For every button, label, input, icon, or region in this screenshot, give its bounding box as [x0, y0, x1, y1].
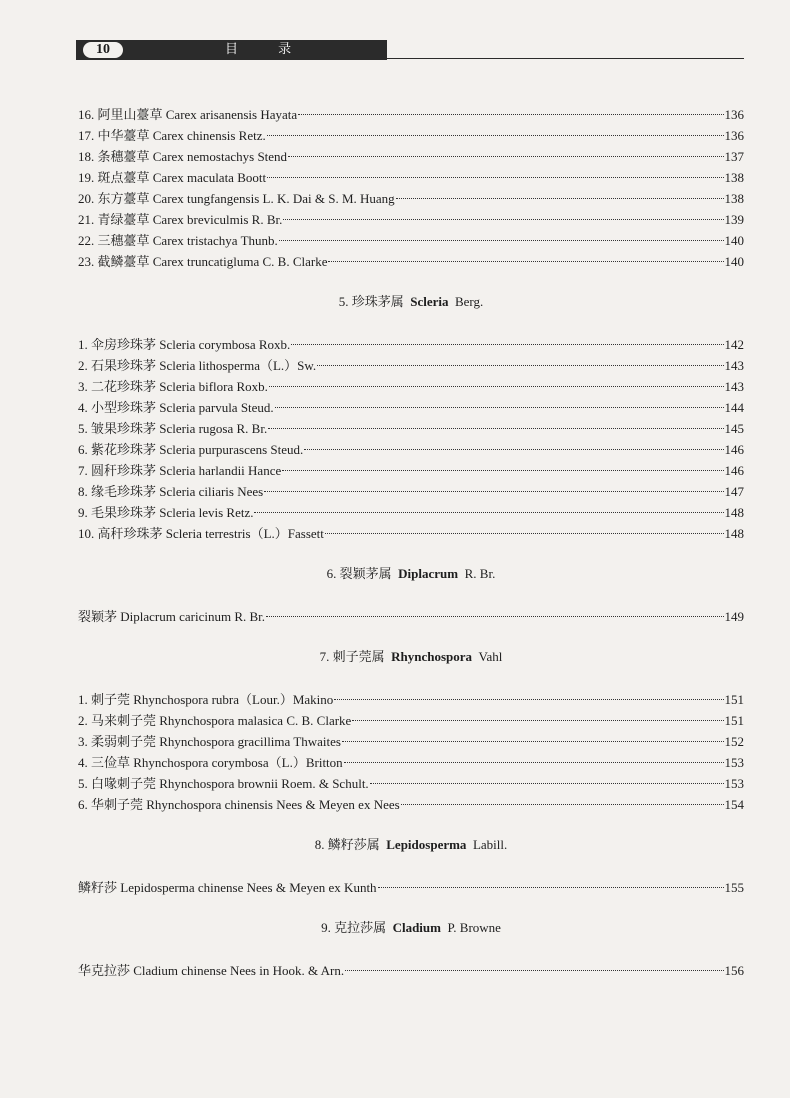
- toc-entry-page: 146: [724, 463, 744, 478]
- toc-entry-name: 4. 小型珍珠茅 Scleria parvula Steud.: [78, 400, 274, 415]
- toc-entry-page: 140: [724, 254, 744, 269]
- toc-entry[interactable]: [78, 334, 744, 355]
- section-heading-chinese: 5. 珍珠茅属: [338, 294, 404, 309]
- dot-leader: [279, 240, 724, 241]
- section-heading-latin: Cladium: [392, 920, 441, 935]
- toc-entry[interactable]: [78, 188, 744, 209]
- toc-entry-name: 1. 刺子莞 Rhynchospora rubra（Lour.）Makino: [78, 692, 334, 707]
- toc-entry[interactable]: [78, 502, 744, 523]
- section-heading-chinese: 6. 裂颖茅属: [326, 566, 392, 581]
- section-heading-author: Berg.: [454, 294, 484, 309]
- toc-entry-page: 155: [724, 880, 744, 895]
- dot-leader: [254, 512, 723, 513]
- toc-entry[interactable]: [78, 355, 744, 376]
- toc-entry-name: 20. 东方薹草 Carex tungfangensis L. K. Dai & S. M. Huang: [78, 191, 395, 206]
- toc-entry[interactable]: [78, 397, 744, 418]
- toc-entry-name: 6. 华刺子莞 Rhynchospora chinensis Nees & Meyen ex Nees: [78, 797, 400, 812]
- toc-entry-page: 136: [724, 107, 744, 122]
- section-heading-author: Vahl: [478, 649, 503, 664]
- toc-entry[interactable]: [78, 877, 744, 898]
- toc-entry-name: 22. 三穗薹草 Carex tristachya Thunb.: [78, 233, 278, 248]
- toc-entry-page: 154: [724, 797, 744, 812]
- toc-entry-name: 3. 柔弱刺子莞 Rhynchospora gracillima Thwaites: [78, 734, 341, 749]
- section-heading: [78, 646, 744, 667]
- section-heading: [78, 834, 744, 855]
- toc-entry-page: 152: [724, 734, 744, 749]
- section-heading-author: Labill.: [472, 837, 508, 852]
- toc-entry-page: 153: [724, 755, 744, 770]
- dot-leader: [396, 198, 724, 199]
- section-heading-latin: Diplacrum: [398, 566, 459, 581]
- table-of-contents: [78, 104, 744, 981]
- toc-entry-page: 143: [724, 358, 744, 373]
- toc-entry-name: 9. 毛果珍珠茅 Scleria levis Retz.: [78, 505, 254, 520]
- dot-leader: [264, 491, 723, 492]
- toc-entry[interactable]: [78, 960, 744, 981]
- toc-section: [78, 815, 744, 898]
- toc-section: [78, 104, 744, 272]
- dot-leader: [345, 970, 723, 971]
- toc-entry-name: 6. 紫花珍珠茅 Scleria purpurascens Steud.: [78, 442, 304, 457]
- toc-entry-name: 2. 马来刺子莞 Rhynchospora malasica C. B. Clarke: [78, 713, 352, 728]
- toc-entry-name: 裂颖茅 Diplacrum caricinum R. Br.: [78, 609, 266, 624]
- toc-entry-name: 1. 伞房珍珠茅 Scleria corymbosa Roxb.: [78, 337, 291, 352]
- toc-entry[interactable]: [78, 710, 744, 731]
- section-heading-latin: Rhynchospora: [391, 649, 473, 664]
- toc-entry[interactable]: [78, 460, 744, 481]
- toc-entry[interactable]: [78, 418, 744, 439]
- toc-entry-page: 139: [724, 212, 744, 227]
- page-header: [76, 40, 744, 60]
- toc-entry-page: 151: [724, 692, 744, 707]
- toc-entry[interactable]: [78, 752, 744, 773]
- toc-entry[interactable]: [78, 689, 744, 710]
- toc-section: [78, 898, 744, 981]
- dot-leader: [267, 135, 724, 136]
- header-title: 目 录: [225, 42, 310, 57]
- toc-entry-name: 鳞籽莎 Lepidosperma chinense Nees & Meyen ex Kunth: [78, 880, 377, 895]
- toc-entry-name: 10. 高秆珍珠茅 Scleria terrestris（L.）Fassett: [78, 526, 324, 541]
- toc-entry-name: 7. 圆秆珍珠茅 Scleria harlandii Hance: [78, 463, 282, 478]
- toc-entry-page: 144: [724, 400, 744, 415]
- toc-section: [78, 544, 744, 627]
- dot-leader: [282, 470, 723, 471]
- section-heading-chinese: 8. 鳞籽莎属: [314, 837, 380, 852]
- dot-leader: [304, 449, 723, 450]
- dot-leader: [370, 783, 724, 784]
- dot-leader: [298, 114, 723, 115]
- section-heading: [78, 291, 744, 312]
- toc-entry-page: 147: [724, 484, 744, 499]
- dot-leader: [352, 720, 723, 721]
- toc-entry-name: 3. 二花珍珠茅 Scleria biflora Roxb.: [78, 379, 268, 394]
- dot-leader: [266, 616, 723, 617]
- toc-entry[interactable]: [78, 481, 744, 502]
- toc-entry-name: 23. 截鳞薹草 Carex truncatigluma C. B. Clarke: [78, 254, 328, 269]
- toc-entry[interactable]: [78, 104, 744, 125]
- toc-entry-name: 5. 白喙刺子莞 Rhynchospora brownii Roem. & Schult.: [78, 776, 369, 791]
- toc-entry-page: 156: [724, 963, 744, 978]
- section-heading-author: R. Br.: [464, 566, 496, 581]
- toc-entry-name: 8. 缘毛珍珠茅 Scleria ciliaris Nees: [78, 484, 264, 499]
- dot-leader: [283, 219, 723, 220]
- toc-entry[interactable]: [78, 439, 744, 460]
- dot-leader: [401, 804, 724, 805]
- toc-entry-page: 136: [724, 128, 744, 143]
- toc-entry-page: 143: [724, 379, 744, 394]
- toc-entry-name: 21. 青绿薹草 Carex breviculmis R. Br.: [78, 212, 283, 227]
- section-heading-latin: Scleria: [410, 294, 449, 309]
- section-heading-chinese: 7. 刺子莞属: [319, 649, 385, 664]
- toc-entry-page: 138: [724, 170, 744, 185]
- toc-entry-page: 140: [724, 233, 744, 248]
- toc-entry[interactable]: [78, 209, 744, 230]
- toc-section: [78, 627, 744, 815]
- toc-entry[interactable]: [78, 773, 744, 794]
- section-heading: [78, 563, 744, 584]
- header-bar: [76, 40, 387, 60]
- dot-leader: [268, 428, 723, 429]
- dot-leader: [275, 407, 724, 408]
- toc-entry[interactable]: [78, 794, 744, 815]
- toc-entry-name: 华克拉莎 Cladium chinense Nees in Hook. & Arn.: [78, 963, 345, 978]
- toc-entry[interactable]: [78, 146, 744, 167]
- toc-entry[interactable]: [78, 731, 744, 752]
- toc-entry-name: 19. 斑点薹草 Carex maculata Boott: [78, 170, 267, 185]
- toc-entry[interactable]: [78, 167, 744, 188]
- toc-entry-name: 5. 皱果珍珠茅 Scleria rugosa R. Br.: [78, 421, 268, 436]
- dot-leader: [378, 887, 724, 888]
- toc-entry-page: 145: [724, 421, 744, 436]
- header-rule: [387, 58, 744, 59]
- dot-leader: [325, 533, 724, 534]
- page-number: 10: [83, 42, 123, 58]
- toc-entry[interactable]: [78, 251, 744, 272]
- dot-leader: [334, 699, 723, 700]
- section-heading-chinese: 9. 克拉莎属: [321, 920, 387, 935]
- toc-entry-name: 16. 阿里山薹草 Carex arisanensis Hayata: [78, 107, 298, 122]
- toc-entry[interactable]: [78, 125, 744, 146]
- dot-leader: [291, 344, 723, 345]
- toc-entry-page: 148: [724, 526, 744, 541]
- dot-leader: [267, 177, 723, 178]
- toc-entry-page: 142: [724, 337, 744, 352]
- toc-entry[interactable]: [78, 376, 744, 397]
- dot-leader: [269, 386, 724, 387]
- toc-section: [78, 272, 744, 544]
- dot-leader: [342, 741, 724, 742]
- section-heading: [78, 917, 744, 938]
- toc-entry-page: 149: [724, 609, 744, 624]
- dot-leader: [317, 365, 723, 366]
- toc-entry-name: 2. 石果珍珠茅 Scleria lithosperma（L.）Sw.: [78, 358, 317, 373]
- section-heading-latin: Lepidosperma: [386, 837, 467, 852]
- toc-entry-name: 17. 中华薹草 Carex chinensis Retz.: [78, 128, 266, 143]
- toc-entry[interactable]: [78, 230, 744, 251]
- toc-entry[interactable]: [78, 606, 744, 627]
- toc-entry[interactable]: [78, 523, 744, 544]
- toc-entry-page: 146: [724, 442, 744, 457]
- dot-leader: [328, 261, 723, 262]
- toc-entry-name: 18. 条穗薹草 Carex nemostachys Stend: [78, 149, 288, 164]
- dot-leader: [288, 156, 723, 157]
- toc-entry-page: 151: [724, 713, 744, 728]
- toc-entry-page: 153: [724, 776, 744, 791]
- toc-entry-page: 137: [724, 149, 744, 164]
- toc-entry-page: 148: [724, 505, 744, 520]
- toc-entry-page: 138: [724, 191, 744, 206]
- dot-leader: [344, 762, 724, 763]
- section-heading-author: P. Browne: [447, 920, 501, 935]
- toc-entry-name: 4. 三俭草 Rhynchospora corymbosa（L.）Britton: [78, 755, 343, 770]
